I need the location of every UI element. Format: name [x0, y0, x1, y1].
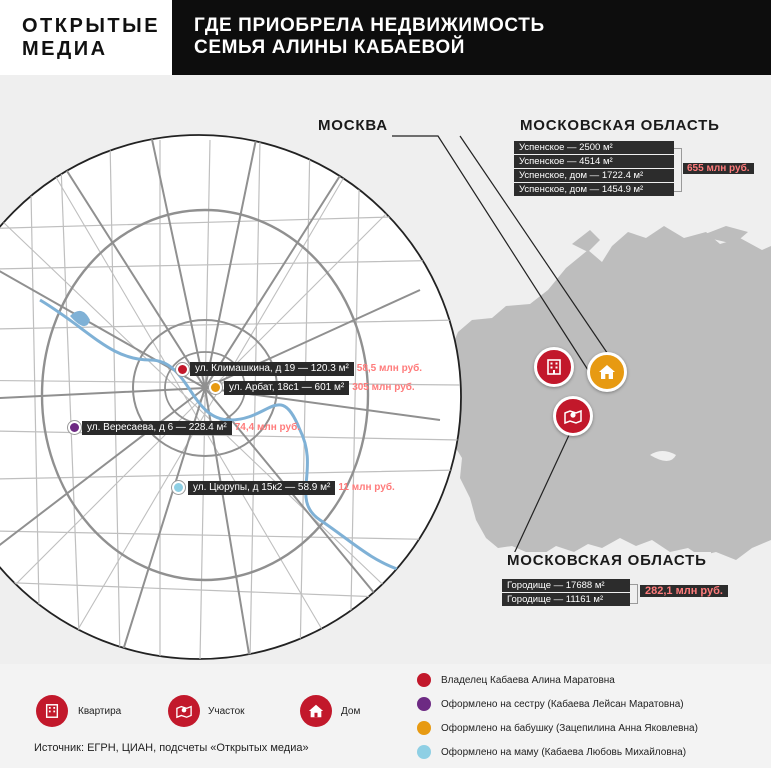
callout-tsyurupy[interactable] [188, 481, 395, 495]
russia-landmass [446, 226, 771, 560]
moscow-title: МОСКВА [314, 117, 392, 134]
region-bottom-row: Городище — 11161 м² [502, 593, 630, 606]
brand-line-2: МЕДИА [22, 38, 108, 60]
callout-address: ул. Арбат, 18с1 — 601 м² [224, 381, 349, 395]
legend-owner-alina: Владелец Кабаева Алина Маратовна [441, 675, 615, 686]
apartment-pin[interactable] [534, 347, 574, 387]
legend-owner-grandmother: Оформлено на бабушку (Зацепилина Анна Яковлевна) [441, 723, 698, 734]
header [0, 0, 771, 75]
legend-house-label: Дом [341, 706, 361, 717]
legend-owner-dot-mother [417, 745, 431, 759]
page-title [172, 0, 771, 75]
owner-dot-sister[interactable] [68, 421, 81, 434]
legend-apartment-label: Квартира [78, 706, 122, 717]
apartment-icon [545, 358, 563, 376]
legend-land-label: Участок [208, 706, 245, 717]
source-note: Источник: ЕГРН, ЦИАН, подсчеты «Открытых медиа» [34, 742, 309, 754]
callout-veresaeva[interactable] [82, 421, 300, 435]
callout-arbat[interactable] [224, 381, 415, 395]
region-top-brace [674, 148, 682, 192]
apartment-icon [44, 703, 60, 719]
region-bottom-row: Городище — 17688 м² [502, 579, 630, 592]
brand-logo[interactable] [0, 0, 172, 75]
callout-address: ул. Цюрупы, д 15к2 — 58.9 м² [188, 481, 335, 495]
region-top-title: МОСКОВСКАЯ ОБЛАСТЬ [516, 117, 724, 134]
legend-owner-sister: Оформлено на сестру (Кабаева Лейсан Маратовна) [441, 699, 684, 710]
legend-owner-dot-sister [417, 697, 431, 711]
title-line-1: ГДЕ ПРИОБРЕЛА НЕДВИЖИМОСТЬ [194, 15, 545, 36]
legend-house-badge [300, 695, 332, 727]
region-bottom-price: 282,1 млн руб. [640, 585, 728, 597]
legend-owner-dot-grandmother [417, 721, 431, 735]
region-top-price: 655 млн руб. [683, 163, 754, 174]
callout-address: ул. Вересаева, д 6 — 228.4 м² [82, 421, 232, 435]
region-top-list [514, 141, 674, 197]
moscow-map-circle [0, 135, 461, 659]
brand-line-1: ОТКРЫТЫЕ [22, 15, 161, 37]
land-plot-icon [563, 407, 583, 425]
land-plot-pin[interactable] [553, 396, 593, 436]
arctic-island-2 [572, 230, 600, 252]
callout-address: ул. Климашкина, д 19 — 120.3 м² [190, 362, 354, 376]
region-bottom-list [502, 579, 630, 607]
house-icon [597, 363, 617, 381]
callout-price: 74,4 млн руб. [234, 422, 301, 433]
owner-dot-alina[interactable] [176, 363, 189, 376]
owner-dot-grandmother[interactable] [209, 381, 222, 394]
owner-dot-mother[interactable] [172, 481, 185, 494]
legend-apartment-badge [36, 695, 68, 727]
region-bottom-title: МОСКОВСКАЯ ОБЛАСТЬ [503, 552, 711, 569]
region-top-row: Успенское — 4514 м² [514, 155, 674, 168]
callout-price: 305 млн руб. [352, 382, 415, 393]
title-line-2: СЕМЬЯ АЛИНЫ КАБАЕВОЙ [194, 37, 465, 58]
callout-price: 58,5 млн руб. [356, 363, 423, 374]
callout-klimashkina[interactable] [190, 362, 422, 376]
legend-land-badge [168, 695, 200, 727]
house-pin[interactable] [587, 352, 627, 392]
callout-price: 11 млн руб. [338, 482, 395, 493]
region-top-row: Успенское, дом — 1722.4 м² [514, 169, 674, 182]
house-icon [307, 703, 325, 719]
region-top-row: Успенское — 2500 м² [514, 141, 674, 154]
legend-owner-mother: Оформлено на маму (Кабаева Любовь Михайловна) [441, 747, 687, 758]
land-plot-icon [175, 703, 193, 719]
legend-owner-dot-alina [417, 673, 431, 687]
region-top-row: Успенское, дом — 1454.9 м² [514, 183, 674, 196]
region-bottom-brace [630, 584, 638, 604]
